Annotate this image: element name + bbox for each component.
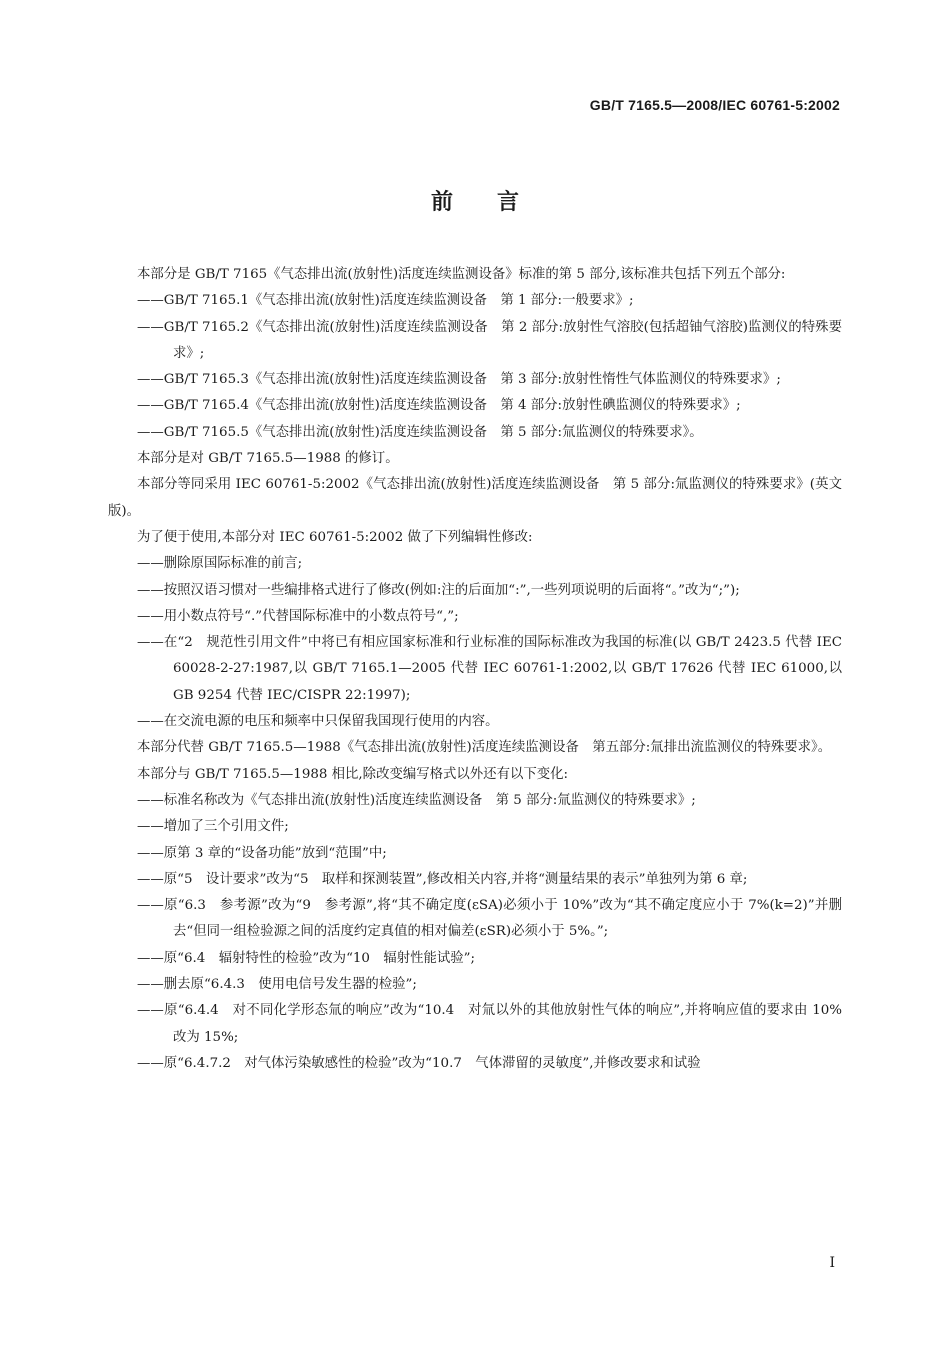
list-item: ——GB/T 7165.1《气态排出流(放射性)活度连续监测设备 第 1 部分:一般要求》; [137, 293, 634, 309]
list-item: ——用小数点符号“.”代替国际标准中的小数点符号“,”; [137, 608, 459, 624]
list-item: ——标准名称改为《气态排出流(放射性)活度连续监测设备 第 5 部分:氚监测仪的特殊要求》; [137, 792, 696, 808]
list-item: ——原“6.3 参考源”改为“9 参考源”,将“其不确定度(εSA)必须小于 10%”改为“其不确定度应小于 7%(k=2)”并删去“但同一组检验源之间的活度约定真值的相对偏差(εSR)必须小于 5%。”; [137, 898, 842, 940]
paragraph: 本部分是 GB/T 7165《气态排出流(放射性)活度连续监测设备》标准的第 5 部分,该标准共包括下列五个部分: [137, 267, 786, 282]
paragraph: 本部分是对 GB/T 7165.5—1988 的修订。 [137, 451, 399, 467]
page-number: I [829, 1255, 835, 1271]
list-item: ——在“2 规范性引用文件”中将已有相应国家标准和行业标准的国际标准改为我国的标准(以 GB/T 2423.5 代替 IEC 60028-2-27:1987,以 GB/T 7165.1—2005 代替 IEC 60761-1:2002,以 GB/T 17626 代替 IEC 61000,以 GB 9254 代替 IEC/CISPR 22:1997); [137, 635, 842, 703]
page-title: 前言 [430, 190, 563, 215]
list-item: ——GB/T 7165.4《气态排出流(放射性)活度连续监测设备 第 4 部分:放射性碘监测仪的特殊要求》; [137, 398, 741, 414]
paragraph: 本部分代替 GB/T 7165.5—1988《气态排出流(放射性)活度连续监测设备 第五部分:氚排出流监测仪的特殊要求》。 [137, 740, 832, 756]
list-item: ——删去原“6.4.3 使用电信号发生器的检验”; [137, 977, 417, 993]
list-item: ——GB/T 7165.3《气态排出流(放射性)活度连续监测设备 第 3 部分:放射性惰性气体监测仪的特殊要求》; [137, 372, 781, 388]
body-text [108, 262, 842, 1077]
paragraph: 为了便于使用,本部分对 IEC 60761-5:2002 做了下列编辑性修改: [137, 529, 533, 545]
list-item: ——在交流电源的电压和频率中只保留我国现行使用的内容。 [137, 714, 499, 730]
paragraph: 本部分等同采用 IEC 60761-5:2002《气态排出流(放射性)活度连续监测设备 第 5 部分:氚监测仪的特殊要求》(英文版)。 [108, 477, 842, 519]
standard-code: GB/T 7165.5—2008/IEC 60761-5:2002 [589, 97, 840, 113]
list-item: ——原“6.4 辐射特性的检验”改为“10 辐射性能试验”; [137, 950, 476, 966]
list-item: ——增加了三个引用文件; [137, 819, 289, 835]
list-item: ——原“5 设计要求”改为“5 取样和探测装置”,修改相关内容,并将“测量结果的表示”单独列为第 6 章; [137, 871, 748, 887]
list-item: ——原“6.4.4 对不同化学形态氚的响应”改为“10.4 对氚以外的其他放射性气体的响应”,并将响应值的要求由 10%改为 15%; [137, 1003, 842, 1045]
paragraph: 本部分与 GB/T 7165.5—1988 相比,除改变编写格式以外还有以下变化: [137, 766, 569, 782]
list-item: ——GB/T 7165.5《气态排出流(放射性)活度连续监测设备 第 5 部分:氚监测仪的特殊要求》。 [137, 424, 703, 440]
list-item: ——原“6.4.7.2 对气体污染敏感性的检验”改为“10.7 气体滞留的灵敏度”,并修改要求和试验 [137, 1055, 701, 1071]
list-item: ——GB/T 7165.2《气态排出流(放射性)活度连续监测设备 第 2 部分:放射性气溶胶(包括超铀气溶胶)监测仪的特殊要求》; [137, 319, 842, 361]
list-item: ——按照汉语习惯对一些编排格式进行了修改(例如:注的后面加“:”,一些列项说明的后面将“。”改为“;”); [137, 582, 740, 598]
list-item: ——原第 3 章的“设备功能”放到“范围”中; [137, 845, 387, 861]
list-item: ——删除原国际标准的前言; [137, 556, 303, 572]
